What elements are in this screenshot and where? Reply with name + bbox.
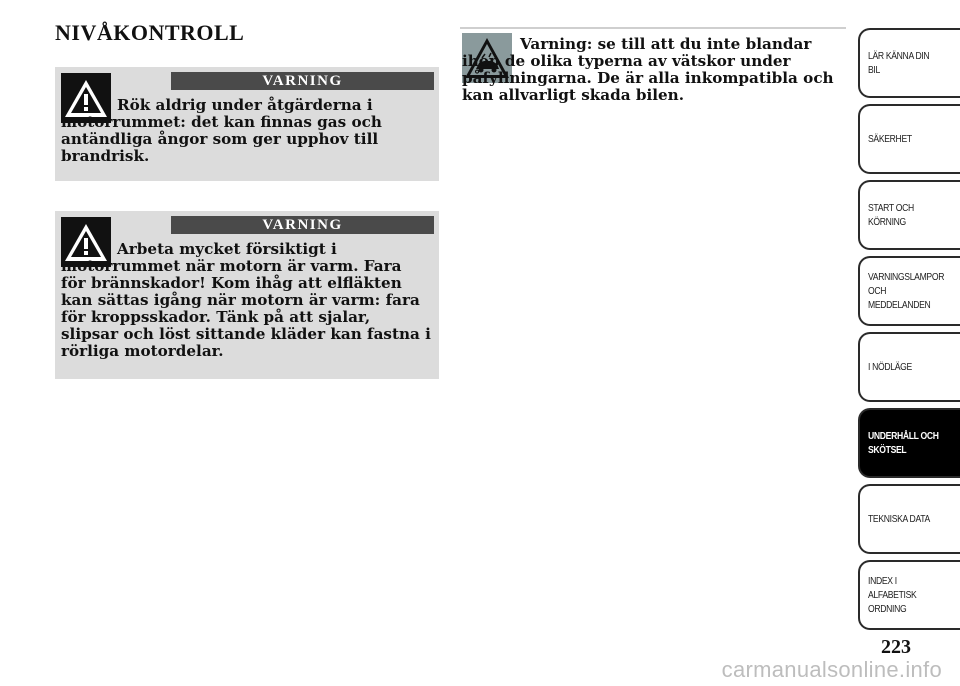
tab-i-nodlage[interactable] [858,332,960,402]
column-divider-line [460,27,846,29]
tab-label: SÄKERHET [868,133,912,145]
page-number: 223 [881,636,911,658]
warning-text: Arbeta mycket försiktigt i motorrummet när motorn är varm. Fara för brännskador! Kom ihåg att elfläkten kan sättas igång när motorn är varm: fara för kroppsskador. Tänk på att sjalar, slipsar och löst sittande kläder kan fastna i rörliga motordelar. [61,240,431,360]
tab-label: UNDERHÅLL OCH SKÖTSEL [868,430,939,456]
warning-heading: VARNING [171,72,434,90]
tab-underhall-och-skotsel[interactable] [858,408,960,478]
watermark: carmanualsonline.info [721,657,942,682]
tab-label: LÄR KÄNNA DIN BIL [868,50,930,76]
tab-label: INDEX I ALFABETISK ORDNING [868,575,917,615]
warning-heading: VARNING [171,216,434,234]
tab-label: VARNINGSLAMPOR OCH MEDDELANDEN [868,271,945,311]
tab-label: START OCH KÖRNING [868,202,914,228]
tab-index[interactable] [858,560,960,630]
tab-tekniska-data[interactable] [858,484,960,554]
warning-box-hot-engine [55,211,439,379]
fluid-warning-text: Varning: se till att du inte blandar ihop de olika typerna av vätskor under påfyllningarna. De är alla inkompatibla och kan allvarligt skada bilen. [462,35,834,104]
chapter-tab-sidebar [858,28,960,632]
warning-text: Rök aldrig under åtgärderna i motorrummet: det kan finnas gas och antändliga ångor som ger upphov till brandrisk. [61,96,382,165]
tab-sakerhet[interactable] [858,104,960,174]
tab-label: I NÖDLÄGE [868,361,912,373]
tab-label: TEKNISKA DATA [868,513,930,525]
tab-start-och-korning[interactable] [858,180,960,250]
tab-varningslampor[interactable] [858,256,960,326]
section-title: NIVÅKONTROLL [55,20,245,45]
warning-box-smoking [55,67,439,181]
tab-lar-kanna-din-bil[interactable] [858,28,960,98]
